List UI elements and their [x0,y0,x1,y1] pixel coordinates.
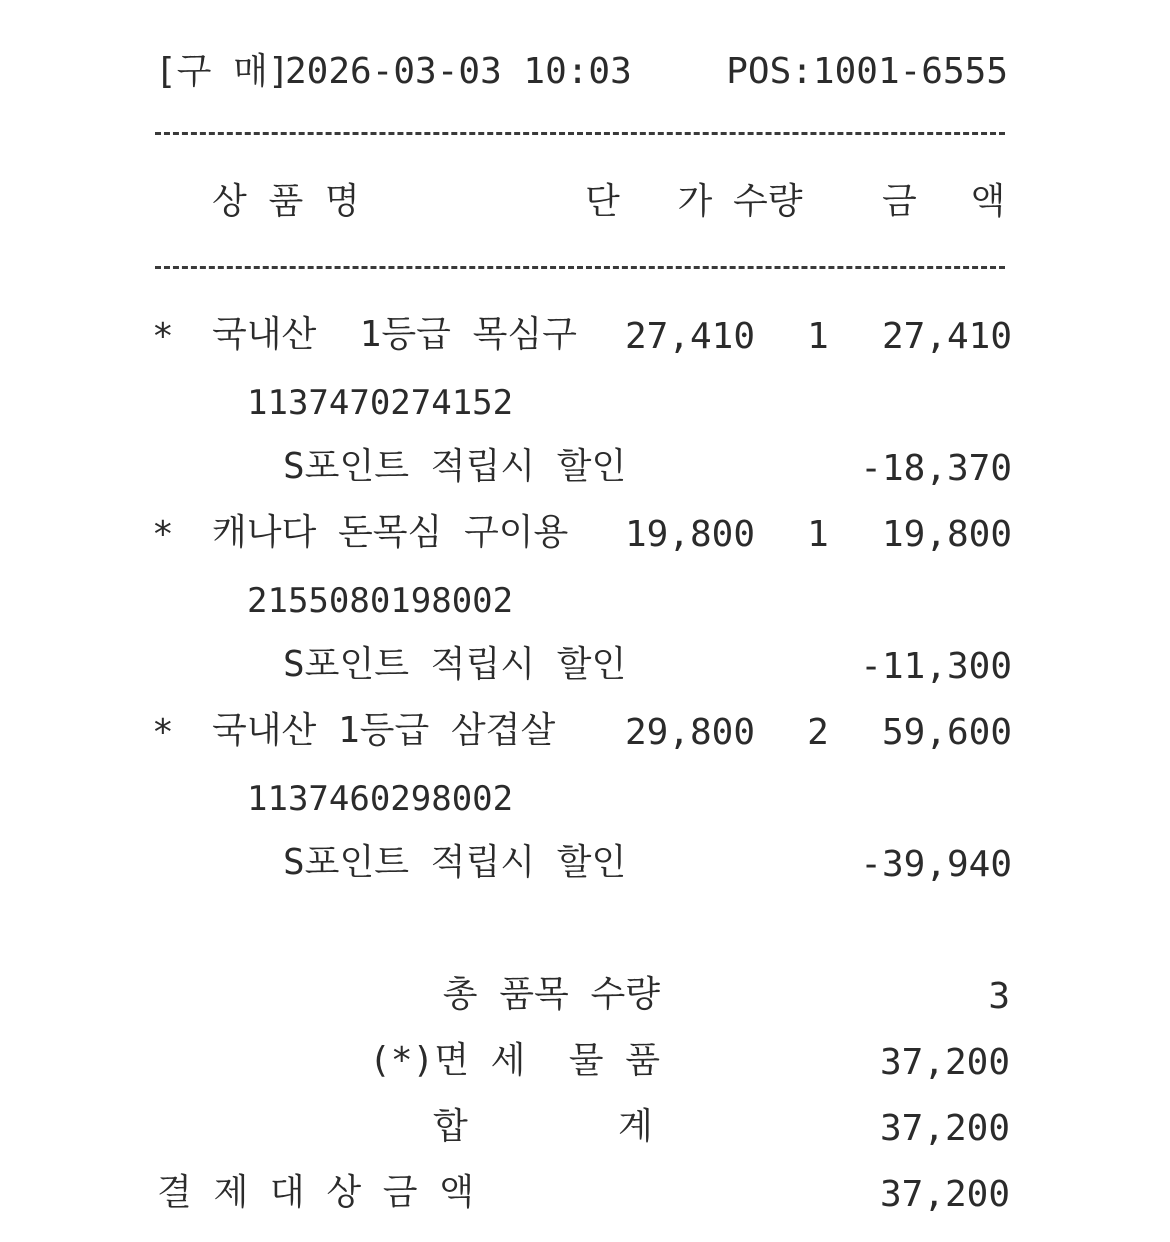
item-discount: -18,370 [860,448,1012,489]
item-unit-price: 19,800 [624,514,755,555]
item-mark: * [152,514,174,555]
item-discount-label: S포인트 적립시 할인 [283,842,627,883]
total-items-label: 총 품목 수량 [442,974,660,1015]
item-unit-price: 29,800 [624,712,755,753]
item-name: 국내산 1등급 목심구 [212,314,577,355]
col-unit-price: 단 가 [585,181,731,222]
sum-label-second: 계 [618,1106,653,1147]
col-amount: 금 액 [882,181,1022,222]
col-product-name: 상 품 명 [212,181,360,222]
item-barcode: 1137460298002 [247,779,514,819]
item-mark: * [152,712,174,753]
col-quantity: 수량 [733,181,803,222]
total-items-value: 3 [988,976,1010,1017]
item-unit-price: 27,410 [624,316,755,357]
payment-amount-label: 결 제 대 상 금 액 [157,1172,475,1213]
item-discount: -11,300 [860,646,1012,687]
pos-number: POS:1001-6555 [726,51,1008,92]
item-quantity: 2 [807,712,829,753]
item-quantity: 1 [807,316,829,357]
item-discount: -39,940 [860,844,1012,885]
payment-amount-value: 37,200 [879,1174,1010,1215]
item-amount: 59,600 [881,712,1012,753]
divider-top [155,132,1005,135]
item-amount: 19,800 [881,514,1012,555]
tax-free-value: 37,200 [879,1042,1010,1083]
tax-free-label: (*)면 세 물 품 [369,1040,660,1081]
divider-header [155,266,1005,269]
item-amount: 27,410 [881,316,1012,357]
item-discount-label: S포인트 적립시 할인 [283,446,627,487]
transaction-type: [구 매] [155,51,290,92]
item-barcode: 1137470274152 [247,383,514,423]
item-discount-label: S포인트 적립시 할인 [283,644,627,685]
item-barcode: 2155080198002 [247,581,514,621]
item-quantity: 1 [807,514,829,555]
item-mark: * [152,316,174,357]
item-name: 캐나다 돈목심 구이용 [212,512,569,553]
item-name: 국내산 1등급 삼겹살 [212,710,556,751]
sum-value: 37,200 [879,1108,1010,1149]
sum-label-first: 합 [433,1106,468,1147]
transaction-datetime: 2026-03-03 10:03 [285,51,632,92]
